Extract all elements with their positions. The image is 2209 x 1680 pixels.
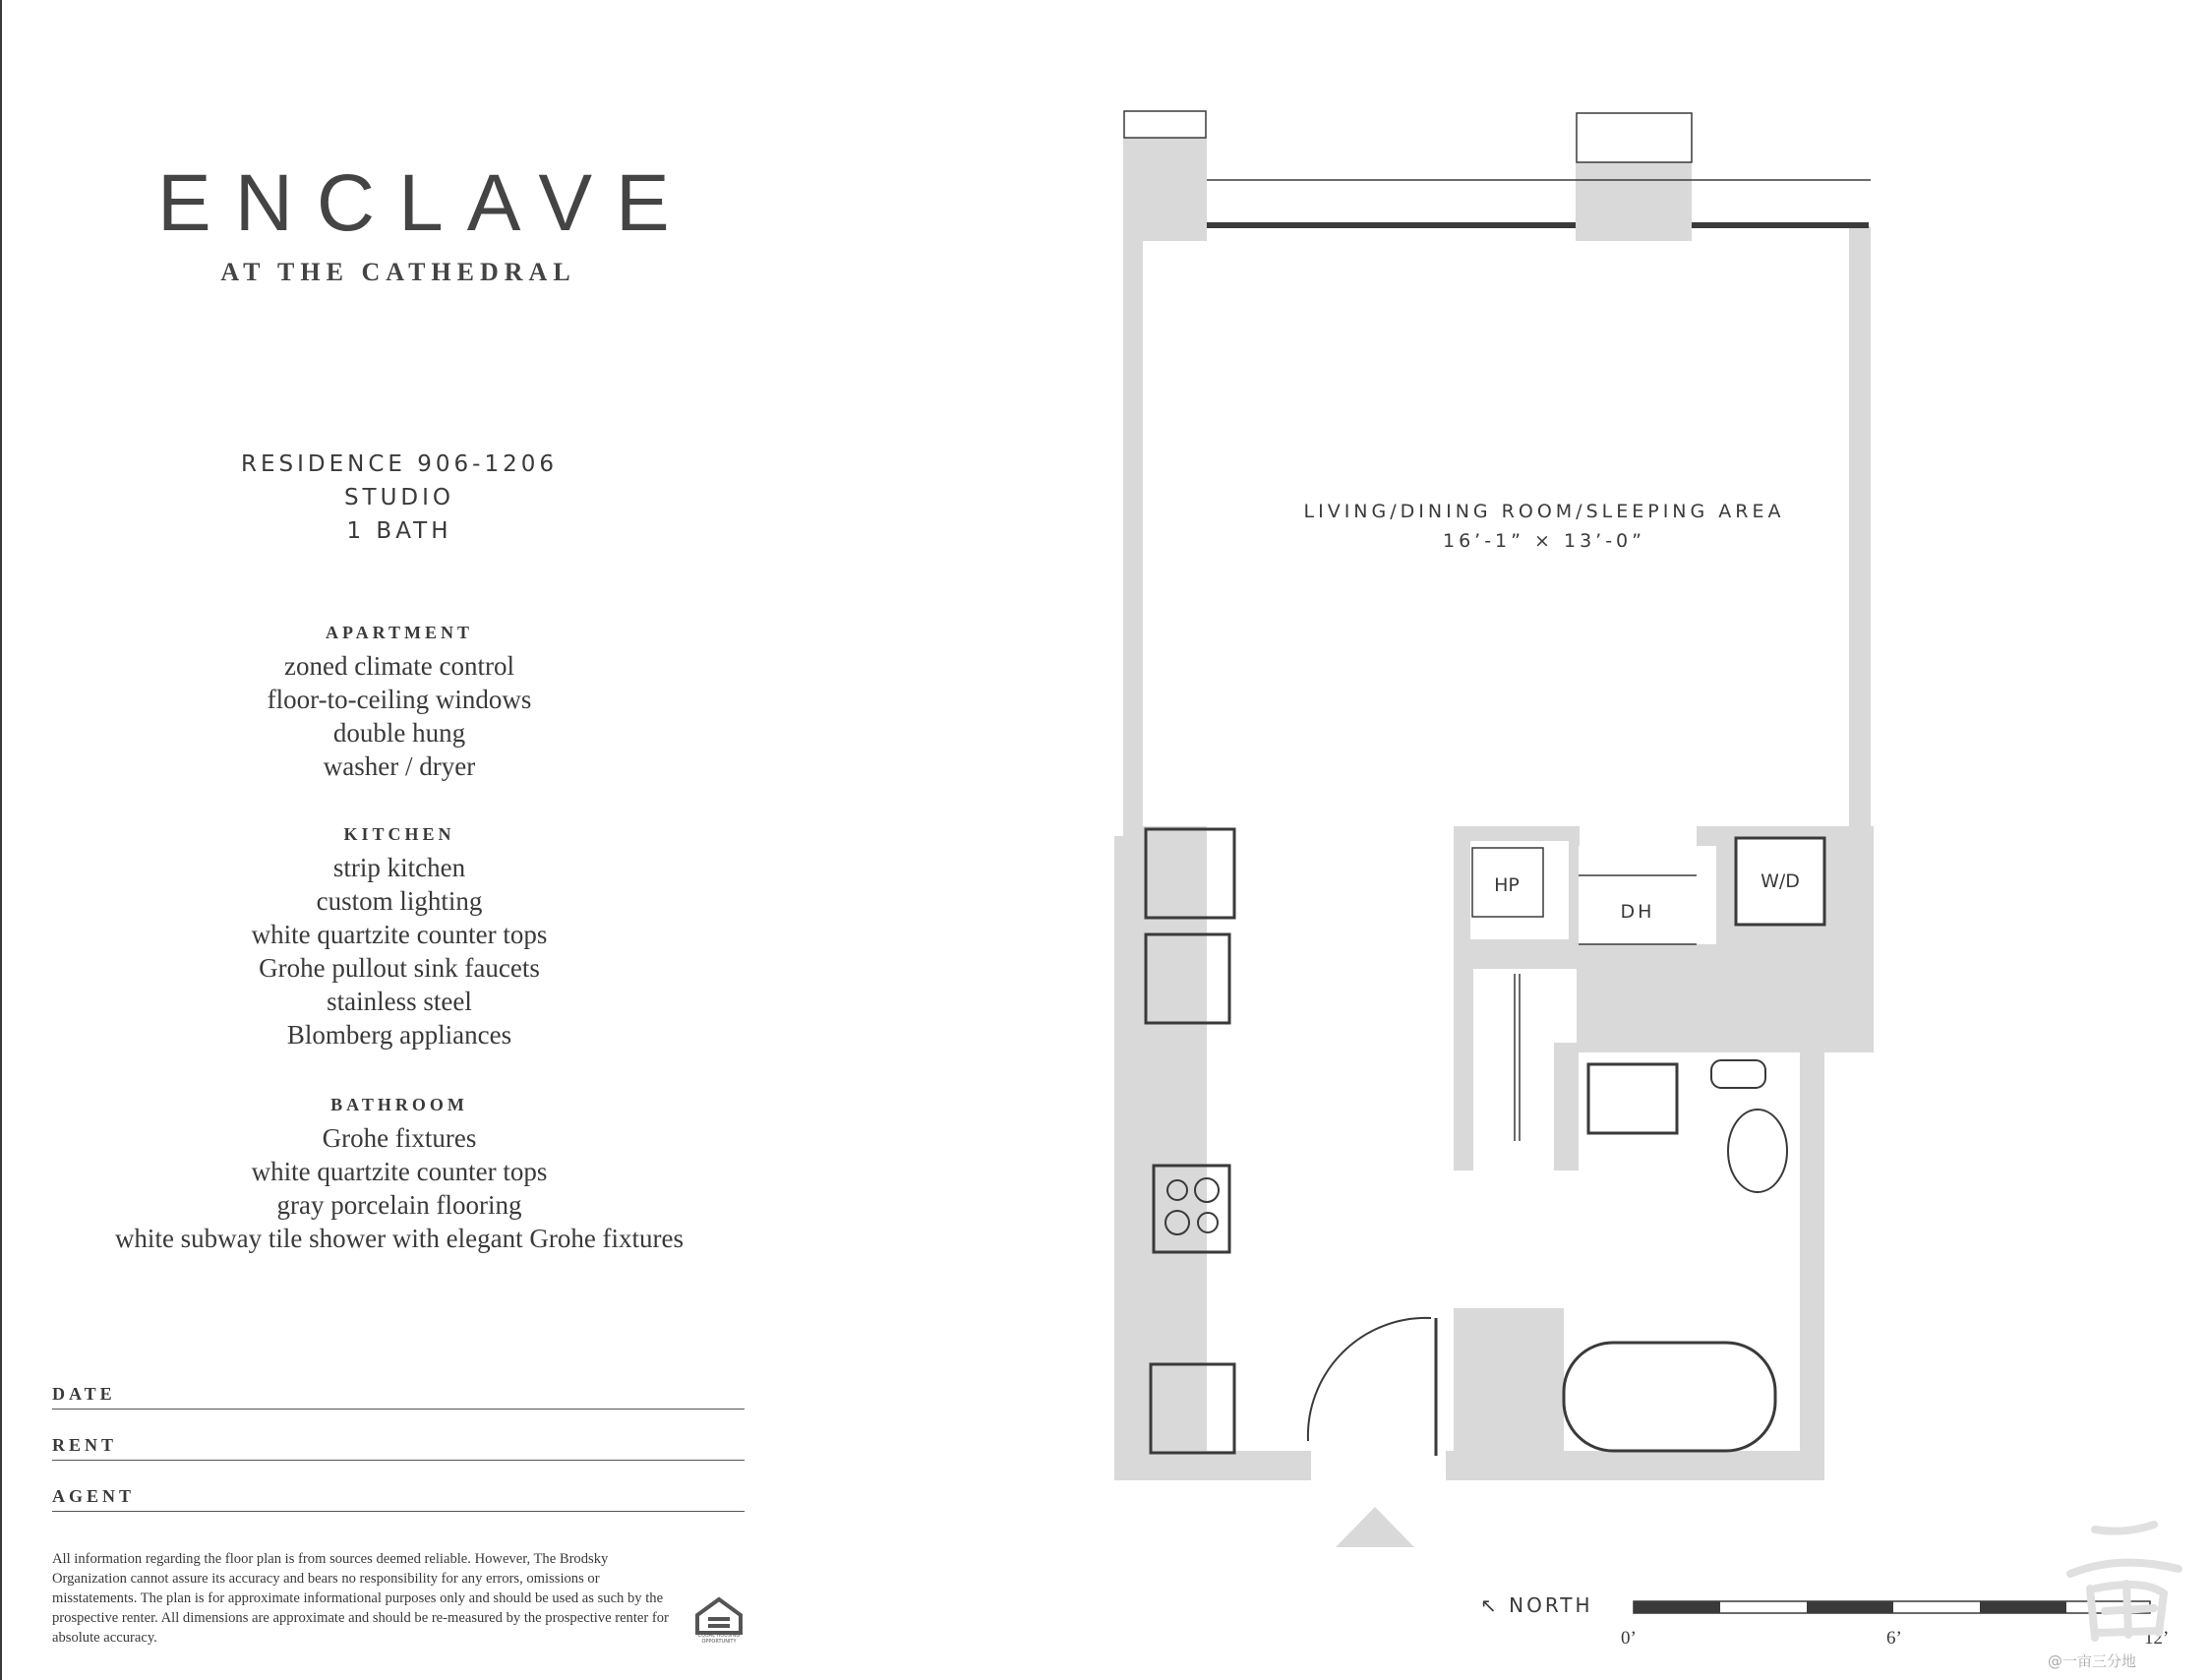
scale-start: 0’ [1621,1628,1637,1649]
date-field[interactable] [52,1375,745,1410]
feature-item: Grohe fixtures [322,1123,477,1153]
nw-pier [1123,138,1207,241]
info-panel [0,0,806,1680]
window-pier [1576,162,1692,241]
feature-item: white quartzite counter tops [251,1157,548,1186]
west-lower-wall [1114,836,1146,1480]
dh-label: DH [1620,901,1655,923]
room-label [1180,497,1908,556]
feature-heading: KITCHEN [343,824,455,844]
residence-number: RESIDENCE 906-1206 [241,451,558,477]
disclaimer: All information regarding the floor plan is from sources deemed reliable. However, The Brodsky Organization cannot assure its accuracy and bears no responsibility for any errors, omissions or misstatements. The plan is for approximate informational purposes only and should be used as such by the prospective renter. All dimensions are approximate and should be re-measured by the prospective renter for absolute accuracy. [52,1551,669,1646]
bath-east-wall [1800,1052,1824,1475]
north-label: NORTH [1509,1593,1593,1617]
feature-item: gray porcelain flooring [276,1190,522,1220]
feature-heading: BATHROOM [330,1095,468,1114]
watermark-text: @一亩三分地 [2048,1652,2137,1670]
wd-label: W/D [1761,870,1800,892]
room-dims: 16’-1” × 13’-0” [1442,530,1645,552]
toilet [1728,1110,1787,1192]
bathroom-sink [1588,1064,1677,1133]
feature-item: floor-to-ceiling windows [267,685,532,714]
feature-item: washer / dryer [323,751,476,781]
feature-item: strip kitchen [332,853,466,882]
agent-label: AGENT [52,1486,136,1506]
floor-plan [1082,98,2193,1554]
feature-item: double hung [332,718,466,748]
residence-baths: 1 BATH [346,518,452,544]
entry-arrow-icon [1336,1507,1414,1547]
north-indicator [1480,1593,1593,1617]
agent-field[interactable] [52,1477,745,1512]
residence-type: STUDIO [343,485,455,510]
entry-door-swing [1308,1318,1431,1441]
rent-label: RENT [52,1435,118,1455]
feature-item: white subway tile shower with elegant Grohe fixtures [114,1224,685,1253]
vanity-wall [1554,1043,1579,1170]
dh-closet-floor [1579,846,1716,944]
brand-logo: ENCLAVE [157,158,693,248]
scale-mid: 6’ [1886,1628,1902,1649]
equal-housing-text: EQUAL HOUSING OPPORTUNITY [697,1633,741,1645]
feature-item: stainless steel [327,987,472,1016]
bathroom-features [0,1088,799,1255]
feature-heading: APARTMENT [325,623,474,642]
bath-sw-wall [1454,1308,1564,1480]
north-arrow-icon: ↖ [1480,1593,1510,1617]
scale-end: 12’ [2144,1628,2170,1649]
watermark-icon [2036,1515,2203,1662]
feature-item: white quartzite counter tops [251,920,548,949]
bath-north-wall [1577,944,1874,1052]
south-wall-left [1114,1451,1311,1480]
apartment-features [0,616,799,783]
kitchen-features [0,817,799,1051]
feature-item: Grohe pullout sink faucets [259,953,540,983]
feature-item: custom lighting [316,886,483,916]
bathtub [1564,1343,1775,1451]
rent-field[interactable] [52,1426,745,1461]
feature-item: Blomberg appliances [286,1020,512,1050]
feature-item: zoned climate control [284,651,514,681]
brand-tagline: AT THE CATHEDRAL [220,258,576,286]
date-label: DATE [52,1384,116,1404]
hp-label: HP [1494,874,1520,896]
bath-west-wall [1454,969,1473,1170]
residence-summary [0,448,799,548]
room-name: LIVING/DINING ROOM/SLEEPING AREA [1303,501,1785,522]
